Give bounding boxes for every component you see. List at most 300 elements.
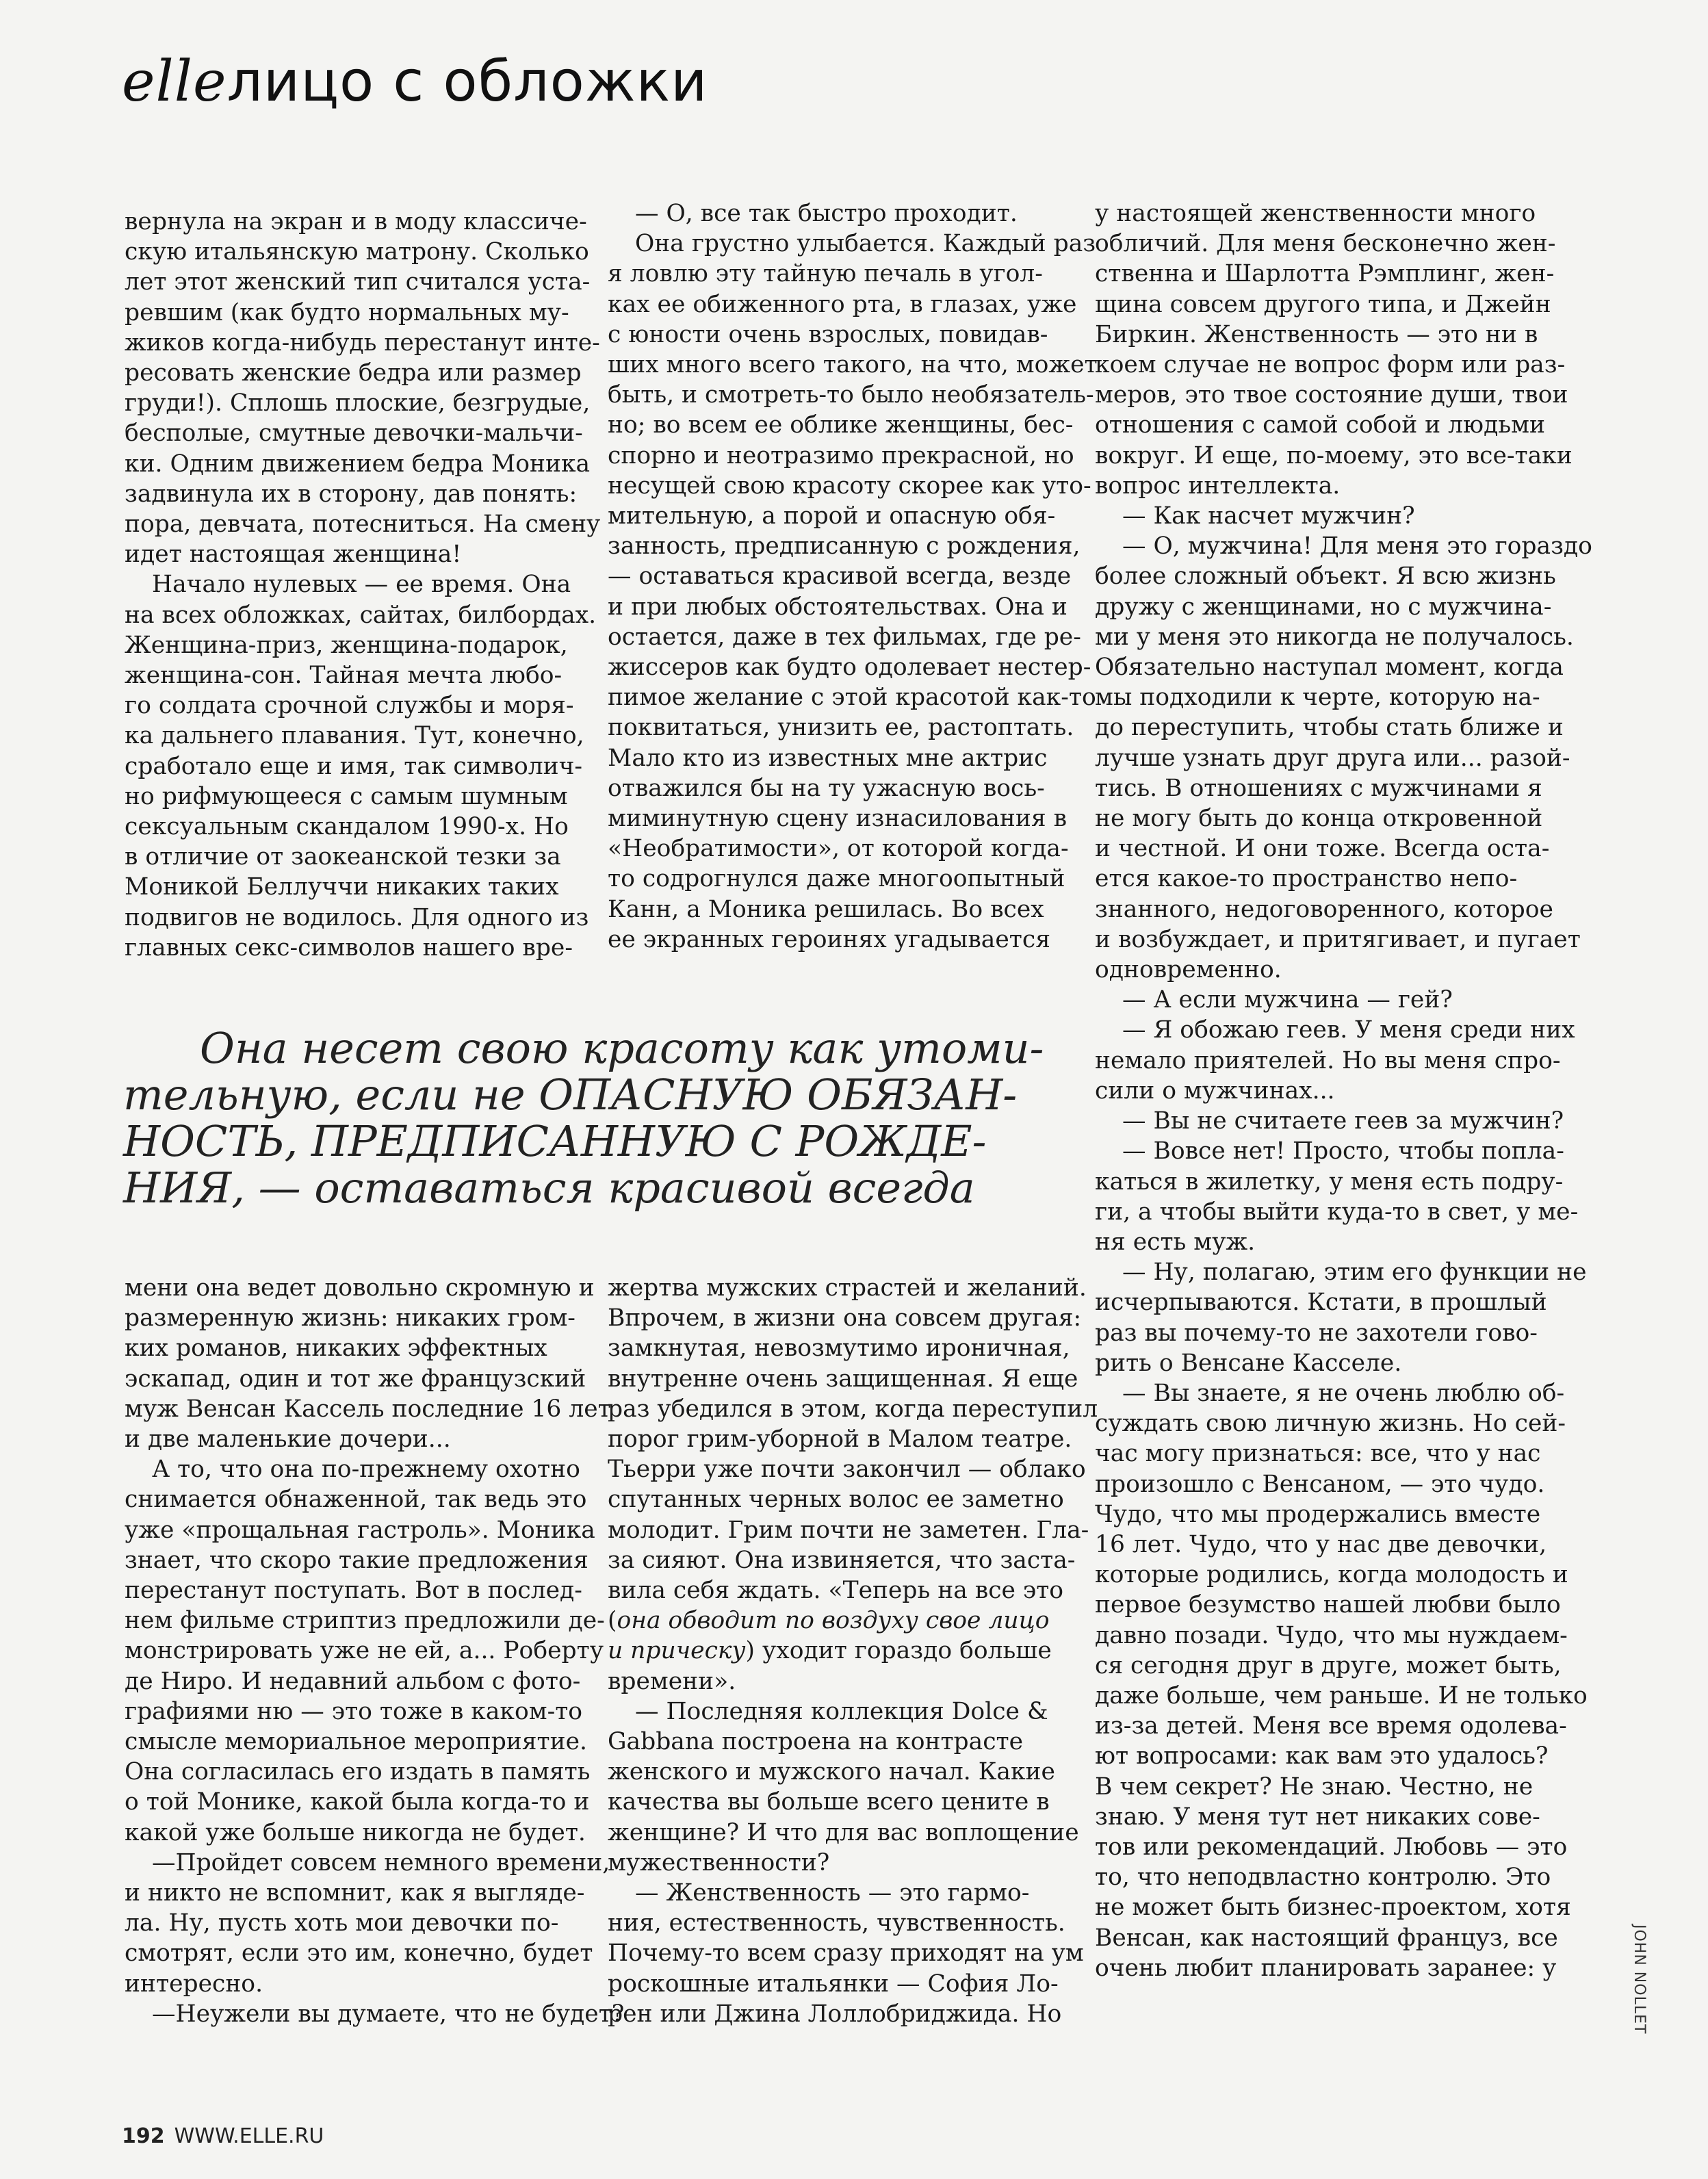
- text-line: [608, 198, 1059, 229]
- line-text: отважился бы на ту ужасную вось-: [608, 774, 1045, 802]
- line-text: поквитаться, унизить ее, растоптать.: [608, 714, 1074, 742]
- line-text: мени она ведет довольно скромную и: [125, 1274, 595, 1302]
- line-text: о той Монике, какой была когда-то и: [125, 1788, 590, 1816]
- text-line: [608, 1666, 1059, 1697]
- text-line: [1095, 410, 1547, 440]
- line-text: А то, что она по-прежнему охотно: [152, 1456, 580, 1484]
- text-line: [608, 622, 1081, 652]
- line-text: лет этот женский тип считался уста-: [125, 268, 591, 296]
- text-line: [1095, 682, 1547, 712]
- text-line: [125, 630, 568, 660]
- text-line: [608, 1848, 1059, 1878]
- line-text: Впрочем, в жизни она совсем другая:: [608, 1304, 1082, 1332]
- line-text: сексуальным скандалом 1990-х. Но: [125, 813, 569, 841]
- site-url: WWW.ELLE.RU: [174, 2124, 324, 2148]
- text-line: [125, 1273, 595, 1303]
- text-line: [1095, 712, 1564, 743]
- column-3: [1095, 198, 1592, 1983]
- text-line: [125, 691, 574, 721]
- line-text: ее экранных героинях угадывается: [608, 925, 1050, 953]
- line-text: женщина-сон. Тайная мечта любо-: [125, 662, 562, 690]
- text-line: [1095, 198, 1547, 229]
- text-line: [1095, 471, 1547, 501]
- line-text: и две маленькие дочери...: [125, 1426, 451, 1454]
- text-line: [1095, 894, 1553, 925]
- text-line: [1095, 229, 1556, 259]
- text-line: [1095, 743, 1570, 773]
- text-line: [608, 682, 1096, 712]
- text-line: [1095, 1530, 1547, 1560]
- text-line: [608, 1333, 1070, 1363]
- line-text: исчерпываются. Кстати, в прошлый: [1095, 1289, 1547, 1317]
- line-text: го солдата срочной службы и моря-: [125, 692, 574, 720]
- text-line: [125, 721, 584, 751]
- text-line: [608, 1606, 1059, 1636]
- line-text: произошло с Венсаном, — это чудо.: [1095, 1470, 1545, 1498]
- line-text: меров, это твое состояние души, твои: [1095, 381, 1568, 409]
- line-text: нем фильме стриптиз предложили де-: [125, 1607, 605, 1635]
- line-text: знает, что скоро такие предложения: [125, 1546, 588, 1574]
- line-italic-text: она обводит по воздуху свое лицо: [617, 1607, 1050, 1635]
- text-line: [125, 842, 562, 872]
- line-text: ла. Ну, пусть хоть мои девочки по-: [125, 1909, 559, 1937]
- line-text: первое безумство нашей любви было: [1095, 1591, 1561, 1619]
- text-line: [1095, 531, 1592, 561]
- text-line: [1095, 1378, 1565, 1408]
- line-text: — О, мужчина! Для меня это гораздо: [1122, 532, 1592, 560]
- line-text: де Ниро. И недавний альбом с фото-: [125, 1667, 581, 1695]
- text-line: [1095, 1953, 1557, 1983]
- line-text: — Вы не считаете геев за мужчин?: [1122, 1107, 1564, 1135]
- text-line: [125, 1697, 583, 1727]
- line-text: порог грим-уборной в Малом театре.: [608, 1426, 1072, 1454]
- text-line: [608, 1303, 1082, 1333]
- text-line: [608, 1364, 1078, 1394]
- text-line: [608, 1273, 1087, 1303]
- text-line: [125, 1938, 593, 1968]
- line-text: ми у меня это никогда не получалось.: [1095, 623, 1574, 651]
- line-text: жертва мужских страстей и желаний.: [608, 1274, 1087, 1302]
- line-text: спорно и неотразимо прекрасной, но: [608, 441, 1074, 469]
- text-line: [1095, 773, 1547, 803]
- line-text: Женщина-приз, женщина-подарок,: [125, 631, 568, 659]
- text-line: [1095, 1560, 1568, 1590]
- line-italic-text: и прическу: [608, 1637, 746, 1665]
- text-line: [608, 1969, 1059, 1999]
- line-text: — Последняя коллекция Dolce &: [635, 1697, 1048, 1725]
- text-line: [1095, 1257, 1587, 1287]
- line-text: ки. Одним движением бедра Моника: [125, 450, 591, 478]
- line-text: мительную, а порой и опасную обя-: [608, 502, 1056, 530]
- line-text: и никто не вспомнит, как я выгляде-: [125, 1879, 585, 1907]
- line-text: 16 лет. Чудо, что у нас две девочки,: [1095, 1530, 1547, 1558]
- text-line: [125, 1636, 604, 1666]
- line-text: занность, предписанную с рождения,: [608, 532, 1081, 560]
- column-1-bottom: [125, 1273, 625, 2029]
- line-text: — Вы знаете, я не очень люблю об-: [1122, 1379, 1565, 1407]
- line-text: Венсан, как настоящий француз, все: [1095, 1924, 1558, 1952]
- line-text: подвигов не водилось. Для одного из: [125, 903, 589, 931]
- text-line: [125, 600, 597, 630]
- text-line: [608, 531, 1081, 561]
- text-line: [1095, 1408, 1566, 1439]
- line-text: за сияют. Она извиняется, что заста-: [608, 1546, 1076, 1574]
- line-text: — Вовсе нет! Просто, чтобы попла-: [1122, 1137, 1564, 1165]
- line-text: — А если мужчина — гей?: [1122, 986, 1453, 1014]
- text-line: [1095, 864, 1547, 894]
- line-text: Она грустно улыбается. Каждый раз: [635, 230, 1096, 258]
- line-text: ют вопросами: как вам это удалось?: [1095, 1742, 1549, 1770]
- text-line: [608, 743, 1059, 773]
- text-line: [1095, 1287, 1547, 1317]
- line-text: и возбуждает, и притягивает, и пугает: [1095, 925, 1581, 953]
- line-text: женского и мужского начал. Какие: [608, 1758, 1055, 1786]
- line-text: на всех обложках, сайтах, билбордах.: [125, 601, 597, 629]
- line-text: вокруг. И еще, по-моему, это все-таки: [1095, 441, 1573, 469]
- text-line: [608, 652, 1091, 682]
- text-line: [125, 1969, 562, 1999]
- line-text: вопрос интеллекта.: [1095, 472, 1341, 500]
- pull-quote: [123, 1025, 1074, 1211]
- line-text: и при любых обстоятельствах. Она и: [608, 593, 1068, 621]
- line-text: монстрировать уже не ей, а... Роберту: [125, 1637, 604, 1665]
- line-text: до переступить, чтобы стать ближе и: [1095, 714, 1564, 742]
- line-text: эскапад, один и тот же французский: [125, 1365, 586, 1393]
- line-text: внутренне очень защищенная. Я еще: [608, 1365, 1078, 1393]
- line-text: ка дальнего плавания. Тут, конечно,: [125, 722, 584, 750]
- line-text: знаю. У меня тут нет никаких сове-: [1095, 1803, 1540, 1831]
- line-text: женщине? И что для вас воплощение: [608, 1818, 1079, 1846]
- text-line: [125, 449, 591, 479]
- line-text: ственна и Шарлотта Рэмплинг, жен-: [1095, 260, 1555, 288]
- text-line: [1095, 1711, 1567, 1741]
- line-text: интересно.: [125, 1970, 263, 1998]
- text-line: [125, 1787, 590, 1817]
- text-line: [1095, 985, 1547, 1015]
- line-text: каться в жилетку, у меня есть подру-: [1095, 1168, 1564, 1196]
- line-after-text: ) уходит гораздо больше: [745, 1637, 1052, 1665]
- line-text: какой уже больше никогда не будет.: [125, 1818, 586, 1846]
- text-line: [608, 471, 1091, 501]
- text-line: [1095, 1106, 1564, 1136]
- text-line: [608, 1908, 1065, 1938]
- line-text: размеренную жизнь: никаких гром-: [125, 1304, 575, 1332]
- line-text: ния, естественность, чувственность.: [608, 1909, 1065, 1937]
- text-line: [1095, 1167, 1564, 1197]
- text-line: [1095, 1832, 1568, 1862]
- text-line: [125, 933, 573, 963]
- text-line: [125, 358, 582, 388]
- text-line: [608, 380, 1094, 410]
- line-text: раз вы почему-то не захотели гово-: [1095, 1319, 1538, 1347]
- text-line: [1095, 1348, 1547, 1378]
- column-1-top: [125, 207, 601, 963]
- line-text: но; во всем ее облике женщины, бес-: [608, 411, 1074, 439]
- line-text: мы подходили к черте, которую на-: [1095, 684, 1540, 712]
- line-text: более сложный объект. Я всю жизнь: [1095, 563, 1556, 591]
- text-line: [608, 410, 1074, 440]
- line-text: Обязательно наступал момент, когда: [1095, 654, 1564, 682]
- text-line: [608, 894, 1059, 925]
- text-line: [125, 509, 601, 539]
- line-text: —Пройдет совсем немного времени,: [152, 1848, 610, 1877]
- text-line: [608, 1938, 1084, 1968]
- text-line: [1095, 592, 1552, 622]
- text-line: [608, 1636, 1059, 1666]
- text-line: [1095, 1227, 1547, 1257]
- line-text: скую итальянскую матрону. Сколько: [125, 238, 589, 266]
- pull-quote-line: НОСТЬ, ПРЕДПИСАННУЮ С РОЖДЕ-: [123, 1116, 987, 1166]
- line-text: давно позади. Чудо, что мы нуждаем-: [1095, 1621, 1568, 1649]
- line-text: с юности очень взрослых, повидав-: [608, 320, 1048, 348]
- line-text: смысле мемориальное мероприятие.: [125, 1728, 588, 1756]
- line-text: Тьерри уже почти закончил — облако: [608, 1456, 1086, 1484]
- line-text: задвинула их в сторону, дав понять:: [125, 480, 578, 508]
- text-line: [125, 1394, 611, 1424]
- line-text: — Как насчет мужчин?: [1122, 502, 1415, 530]
- line-text: немало приятелей. Но вы меня спро-: [1095, 1046, 1561, 1074]
- text-line: [1095, 1197, 1579, 1227]
- line-text: Gabbana построена на контрасте: [608, 1728, 1024, 1756]
- line-text: даже больше, чем раньше. И не только: [1095, 1681, 1588, 1710]
- text-line: [125, 479, 578, 509]
- text-line: [608, 1424, 1072, 1454]
- line-text: щина совсем другого типа, и Джейн: [1095, 290, 1551, 318]
- text-line: [1095, 441, 1573, 471]
- line-text: ресовать женские бедра или размер: [125, 359, 582, 387]
- line-text: не может быть бизнес-проектом, хотя: [1095, 1894, 1571, 1922]
- line-text: в отличие от заокеанской тезки за: [125, 843, 561, 871]
- line-text: быть, и смотреть-то было необязатель-: [608, 381, 1094, 409]
- text-line: [125, 1666, 581, 1697]
- text-line: [125, 1878, 585, 1908]
- line-text: не могу быть до конца откровенной: [1095, 805, 1543, 833]
- text-line: [1095, 1741, 1547, 1771]
- text-line: [125, 298, 569, 328]
- line-text: молодит. Грим почти не заметен. Гла-: [608, 1516, 1089, 1544]
- line-text: которые родились, когда молодость и: [1095, 1561, 1568, 1589]
- line-text: коем случае не вопрос форм или раз-: [1095, 351, 1566, 379]
- text-line: [1095, 1651, 1562, 1681]
- text-line: [1095, 1772, 1547, 1802]
- line-text: мужественности?: [608, 1848, 830, 1877]
- text-line: [125, 782, 568, 812]
- line-text: раз убедился в этом, когда переступил: [608, 1395, 1098, 1423]
- column-2-bottom: [608, 1273, 1098, 2029]
- text-line: [125, 267, 591, 297]
- line-text: — Я обожаю геев. У меня среди них: [1122, 1016, 1575, 1044]
- text-line: [1095, 1076, 1547, 1106]
- text-line: [608, 350, 1098, 380]
- text-line: [125, 812, 569, 842]
- text-line: [125, 1848, 610, 1878]
- text-line: [125, 1757, 591, 1787]
- line-text: у настоящей женственности много: [1095, 200, 1536, 227]
- text-line: [1095, 1802, 1547, 1832]
- text-line: [125, 1333, 562, 1363]
- line-text: ня есть муж.: [1095, 1228, 1256, 1256]
- text-line: [125, 1364, 586, 1394]
- line-text: — оставаться красивой всегда, везде: [608, 563, 1072, 591]
- text-line: [608, 1454, 1086, 1484]
- line-text: обличий. Для меня бесконечно жен-: [1095, 230, 1556, 258]
- text-line: [1095, 925, 1581, 955]
- text-line: [125, 1484, 587, 1514]
- text-line: [1095, 1499, 1547, 1530]
- brand-name: elle: [122, 49, 227, 114]
- text-line: [608, 803, 1068, 834]
- text-line: [1095, 259, 1555, 289]
- text-line: [608, 259, 1059, 289]
- text-line: [608, 1878, 1059, 1908]
- text-line: [1095, 803, 1547, 834]
- text-line: [608, 864, 1065, 894]
- line-text: снимается обнаженной, так ведь это: [125, 1486, 587, 1514]
- line-text: груди!). Сплошь плоские, безгрудые,: [125, 389, 591, 417]
- text-line: [608, 1484, 1064, 1514]
- text-line: [125, 1575, 582, 1606]
- text-line: [608, 229, 1096, 259]
- line-text: замкнутая, невозмутимо ироничная,: [608, 1335, 1070, 1363]
- text-line: [125, 1606, 605, 1636]
- line-text: пора, девчата, потесниться. На смену: [125, 511, 601, 539]
- line-text: час могу признаться: все, что у нас: [1095, 1440, 1541, 1468]
- text-line: [1095, 561, 1556, 591]
- text-line: [125, 1999, 625, 2029]
- page-footer: [122, 2124, 324, 2148]
- line-text: но рифмующееся с самым шумным: [125, 782, 568, 810]
- line-text: и честной. И они тоже. Всегда оста-: [1095, 835, 1550, 863]
- line-text: тись. В отношениях с мужчинами я: [1095, 774, 1542, 802]
- text-line: [125, 660, 562, 691]
- line-text: В чем секрет? Не знаю. Честно, не: [1095, 1772, 1534, 1801]
- text-line: [608, 1999, 1062, 2029]
- photo-credit: JOHN NOLLET: [1631, 1924, 1648, 2035]
- line-text: Биркин. Женственность — это ни в: [1095, 320, 1538, 348]
- line-text: смотрят, если это им, конечно, будет: [125, 1939, 593, 1968]
- text-line: [1095, 1621, 1568, 1651]
- text-line: [608, 320, 1059, 350]
- line-text: жиссеров как будто одолевает нестер-: [608, 654, 1091, 682]
- line-text: ся сегодня друг в друге, может быть,: [1095, 1651, 1562, 1679]
- line-text: идет настоящая женщина!: [125, 541, 462, 569]
- text-line: [1095, 1318, 1547, 1348]
- line-text: Начало нулевых — ее время. Она: [152, 571, 571, 599]
- text-line: [608, 1727, 1059, 1757]
- text-line: [608, 441, 1074, 471]
- line-text: Почему-то всем сразу приходят на ум: [608, 1939, 1084, 1968]
- text-line: [125, 569, 571, 599]
- text-line: [125, 1818, 586, 1848]
- line-text: знанного, недоговоренного, которое: [1095, 895, 1553, 923]
- text-line: [1095, 955, 1547, 985]
- text-line: [1095, 289, 1551, 320]
- line-text: —Неужели вы думаете, что не будет?: [152, 2000, 625, 2028]
- text-line: [608, 1697, 1059, 1727]
- line-text: ревшим (как будто нормальных му-: [125, 298, 569, 326]
- text-line: [608, 1818, 1079, 1848]
- line-text: времени».: [608, 1667, 736, 1695]
- text-line: [1095, 834, 1550, 864]
- line-text: уже «прощальная гастроль». Моника: [125, 1516, 595, 1544]
- text-line: [1095, 1892, 1571, 1922]
- text-line: [125, 1545, 588, 1575]
- text-line: [1095, 1136, 1564, 1166]
- text-line: [608, 592, 1068, 622]
- text-line: [125, 539, 562, 569]
- text-line: [1095, 501, 1547, 531]
- line-text: лучше узнать друг друга или... разой-: [1095, 744, 1570, 772]
- section-title: лицо с обложки: [227, 49, 708, 114]
- text-line: [125, 1454, 580, 1484]
- line-text: ких романов, никаких эффектных: [125, 1335, 547, 1363]
- text-line: [608, 1787, 1059, 1817]
- text-line: [125, 903, 589, 933]
- text-line: [125, 418, 583, 448]
- line-text: суждать свою личную жизнь. Но сей-: [1095, 1410, 1566, 1438]
- text-line: [125, 328, 600, 358]
- line-text: (: [608, 1607, 617, 1635]
- page-number: 192: [122, 2124, 165, 2148]
- line-text: сработало еще и имя, так символич-: [125, 752, 583, 780]
- text-line: [608, 501, 1059, 531]
- line-text: ется какое-то пространство непо-: [1095, 865, 1518, 893]
- text-line: [608, 1575, 1064, 1606]
- line-text: — О, все так быстро проходит.: [635, 200, 1018, 227]
- text-line: [125, 388, 591, 418]
- text-line: [1095, 1590, 1561, 1620]
- text-line: [1095, 1862, 1551, 1892]
- column-2-top: [608, 198, 1098, 955]
- line-text: — Женственность — это гармо-: [635, 1879, 1030, 1907]
- pull-quote-line: Она несет свою красоту как утоми-: [200, 1023, 1044, 1073]
- line-text: одновременно.: [1095, 956, 1282, 984]
- pull-quote-line: тельную, если не ОПАСНУЮ ОБЯЗАН-: [123, 1070, 1018, 1120]
- text-line: [608, 1545, 1076, 1575]
- line-text: Моникой Беллуччи никаких таких: [125, 873, 559, 901]
- line-text: я ловлю эту тайную печаль в угол-: [608, 260, 1043, 288]
- text-line: [608, 834, 1069, 864]
- line-text: очень любит планировать заранее: у: [1095, 1954, 1557, 1982]
- text-line: [608, 561, 1072, 591]
- section-header: [122, 49, 708, 114]
- text-line: [1095, 1439, 1547, 1469]
- line-text: «Необратимости», от которой когда-: [608, 835, 1069, 863]
- line-text: из-за детей. Меня все время одолева-: [1095, 1712, 1567, 1740]
- text-line: [125, 1515, 595, 1545]
- text-line: [1095, 1681, 1588, 1711]
- line-text: графиями ню — это тоже в каком-то: [125, 1697, 583, 1725]
- line-text: Чудо, что мы продержались вместе: [1095, 1500, 1541, 1528]
- text-line: [1095, 652, 1564, 682]
- line-text: рить о Венсане Касселе.: [1095, 1349, 1402, 1377]
- line-text: вила себя ждать. «Теперь на все это: [608, 1577, 1064, 1605]
- line-text: главных секс-символов нашего вре-: [125, 933, 573, 962]
- line-text: пимое желание с этой красотой как-то: [608, 684, 1096, 712]
- line-text: — Ну, полагаю, этим его функции не: [1122, 1259, 1587, 1287]
- text-line: [125, 1908, 562, 1938]
- line-text: сили о мужчинах...: [1095, 1076, 1335, 1105]
- text-line: [125, 1424, 562, 1454]
- line-text: качества вы больше всего цените в: [608, 1788, 1050, 1816]
- line-text: роскошные итальянки — София Ло-: [608, 1970, 1059, 1998]
- line-text: тов или рекомендаций. Любовь — это: [1095, 1833, 1568, 1861]
- text-line: [1095, 1046, 1561, 1076]
- text-line: [125, 1727, 588, 1757]
- text-line: [1095, 320, 1547, 350]
- line-text: ги, а чтобы выйти куда-то в свет, у ме-: [1095, 1198, 1579, 1226]
- line-text: остается, даже в тех фильмах, где ре-: [608, 623, 1081, 651]
